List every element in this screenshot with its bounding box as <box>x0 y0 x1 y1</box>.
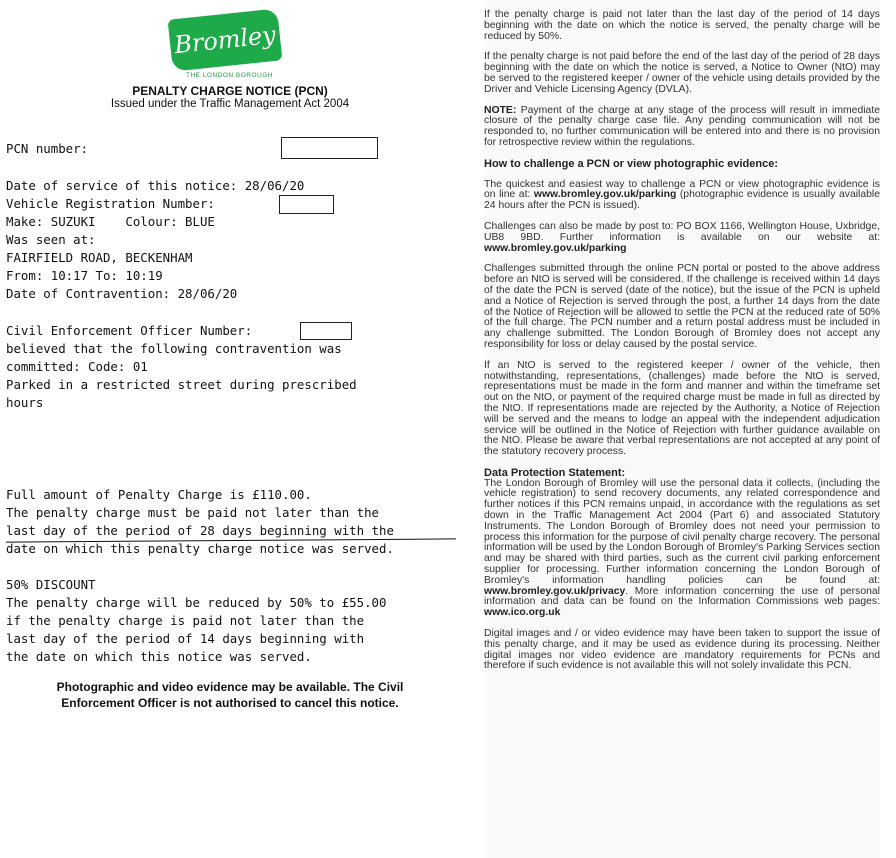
challenge-heading: How to challenge a PCN or view photographic evidence: <box>484 157 778 170</box>
contravention-line1: Parked in a restricted street during prescribed <box>6 377 357 392</box>
discount-line3: last day of the period of 14 days beginning with <box>6 631 365 646</box>
date-of-service: Date of service of this notice: 28/06/20 <box>6 178 305 193</box>
paid-line3: date on which this penalty charge notice was served. <box>6 541 394 556</box>
parking-link[interactable]: www.bromley.gov.uk/parking <box>533 189 677 201</box>
paid-line2: last day of the period of 28 days beginning with the <box>6 523 394 538</box>
digital-evidence-paragraph: Digital images and / or video evidence may have been taken to support the issue of this penalty charge, and it may be used as evidence during its processing. Neither digital images nor video evidence are mandatory requirements for PCNs and therefore if such evidence is not available this will not solely invalidate this PCN. <box>484 628 880 672</box>
borough-label: THE LONDON BOROUGH <box>186 72 274 79</box>
note-label: NOTE: <box>484 104 517 116</box>
notice-back <box>484 0 880 858</box>
location: FAIRFIELD ROAD, BECKENHAM <box>6 250 193 265</box>
notice-subtitle: Issued under the Traffic Management Act 2004 <box>110 98 350 110</box>
challenge-rules-paragraph: Challenges submitted through the online PCN portal or posted to the above address before an NtO is served will be considered. If the challenge is received within 14 days of the date the PCN is served (date of the notice), but the issue of the PCN is upheld and a Notice of Rejection is served through the post, a further 14 days from the date of the Notice of Rejection will be allowed to settle the PCN at the reduced rate of 50% of the full charge. The PCN number and a return postal address must be included in any challenge submitted. The London Borough of Bromley does not accept any responsibility for loss or delay caused by the postal service. <box>484 263 880 350</box>
discount-line1: The penalty charge will be reduced by 50% to £55.00 <box>6 595 387 610</box>
vehicle-reg-box <box>279 195 334 214</box>
data-protection-heading: Data Protection Statement: <box>484 466 626 479</box>
privacy-link[interactable]: www.bromley.gov.uk/privacy <box>484 585 626 597</box>
make-colour: Make: SUZUKI Colour: BLUE <box>6 214 215 229</box>
paid-line1: The penalty charge must be paid not later than the <box>6 505 379 520</box>
discount-paragraph: If the penalty charge is paid not later than the last day of the period of 14 days beginning with the date on which the notice is served, the penalty charge will be reduced by 50%. <box>484 9 880 42</box>
discount-line2: if the penalty charge is paid not later than the <box>6 613 365 628</box>
postal-challenge-paragraph: Challenges can also be made by post to: PO BOX 1166, Wellington House, Uxbridge, UB8 9BD. Further information is available on our website at: www.bromley.gov.uk/parking <box>484 220 880 254</box>
online-challenge-paragraph: The quickest and easiest way to challenge a PCN or view photographic evidence is on line at: www.bromley.gov.uk/parking (photographic evidence is usually available 24 hours after the PCN is issued). <box>484 178 880 212</box>
ceo-label: Civil Enforcement Officer Number: <box>6 323 253 338</box>
full-amount: Full amount of Penalty Charge is £110.00. <box>6 487 312 502</box>
believed-line: believed that the following contravention was <box>6 341 342 356</box>
data-protection-paragraph: The London Borough of Bromley will use the personal data it collects, (including the vehicle registration) to send recovery documents, any related correspondence and further notices if this PCN remains unpaid, in accordance with the regulations as set down in the Traffic Management Act 2004 (Part 6) and associated Statutory Instruments. The London Borough of Bromley does not need your permission to process this information for the purpose of civil penalty charge recovery. The personal information will be used by the London Borough of Bromley's Parking Services section and may be shared with third parties, such as the current civil parking enforcement supplier for processing. Further information concerning the London Borough of Bromley's information handling policies can be found at: www.bromley.gov.uk/privacy. More information concerning the use of personal information and data can be found on the Information Commissions web pages: www.ico.org.uk <box>484 477 880 619</box>
from-to: From: 10:17 To: 10:19 <box>6 268 163 283</box>
discount-line4: the date on which this notice was served. <box>6 649 312 664</box>
date-of-contravention: Date of Contravention: 28/06/20 <box>6 286 238 301</box>
logo-text: Bromley <box>172 20 278 60</box>
pcn-number-box <box>281 137 378 159</box>
nto-representations-paragraph: If an NtO is served to the registered keeper / owner of the vehicle, then notwithstanding, representations, (challenges) made before the NtO is served, representations must be made in the form and manner and within the timeframe set out on the NtO, or payment of the required charge must be made in full as directed by the NtO. If representations made are rejected by the Authority, a Notice of Rejection will be served and the means to lodge an appeal with the independent adjudication service will be outlined in the Notice of Rejection with further guidance available on the NtO. Please be aware that verbal representations are not accepted at any point of the statutory recovery process. <box>484 359 880 458</box>
ceo-number-box <box>300 322 352 340</box>
committed-line: committed: Code: 01 <box>6 359 148 374</box>
vehicle-reg-label: Vehicle Registration Number: <box>6 196 215 211</box>
nto-paragraph: If the penalty charge is not paid before the end of the last day of the period of 28 days beginning with the date on which the notice is served, a Notice to Owner (NtO) may be served to the registered keeper / owner of the vehicle using details provided by the Driver and Vehicle Licensing Agency (DVLA). <box>484 51 880 95</box>
ico-link[interactable]: www.ico.org.uk <box>484 607 561 619</box>
parking-link-2[interactable]: www.bromley.gov.uk/parking <box>484 242 627 254</box>
notice-title: PENALTY CHARGE NOTICE (PCN) <box>132 84 328 98</box>
discount-title: 50% DISCOUNT <box>6 577 96 592</box>
pcn-number-label: PCN number: <box>6 141 89 156</box>
contravention-line2: hours <box>6 395 44 410</box>
note-paragraph: NOTE: Payment of the charge at any stage of the process will result in immediate closure of the penalty charge case file. Any pending communication will not be responded to, no further communication will be entered into and there is no provision for retrospective review within the regulations. <box>484 104 880 148</box>
photo-evidence-note: Photographic and video evidence may be available. The Civil Enforcement Officer is not authorised to cancel this notice. <box>56 680 404 710</box>
was-seen-at: Was seen at: <box>6 232 96 247</box>
